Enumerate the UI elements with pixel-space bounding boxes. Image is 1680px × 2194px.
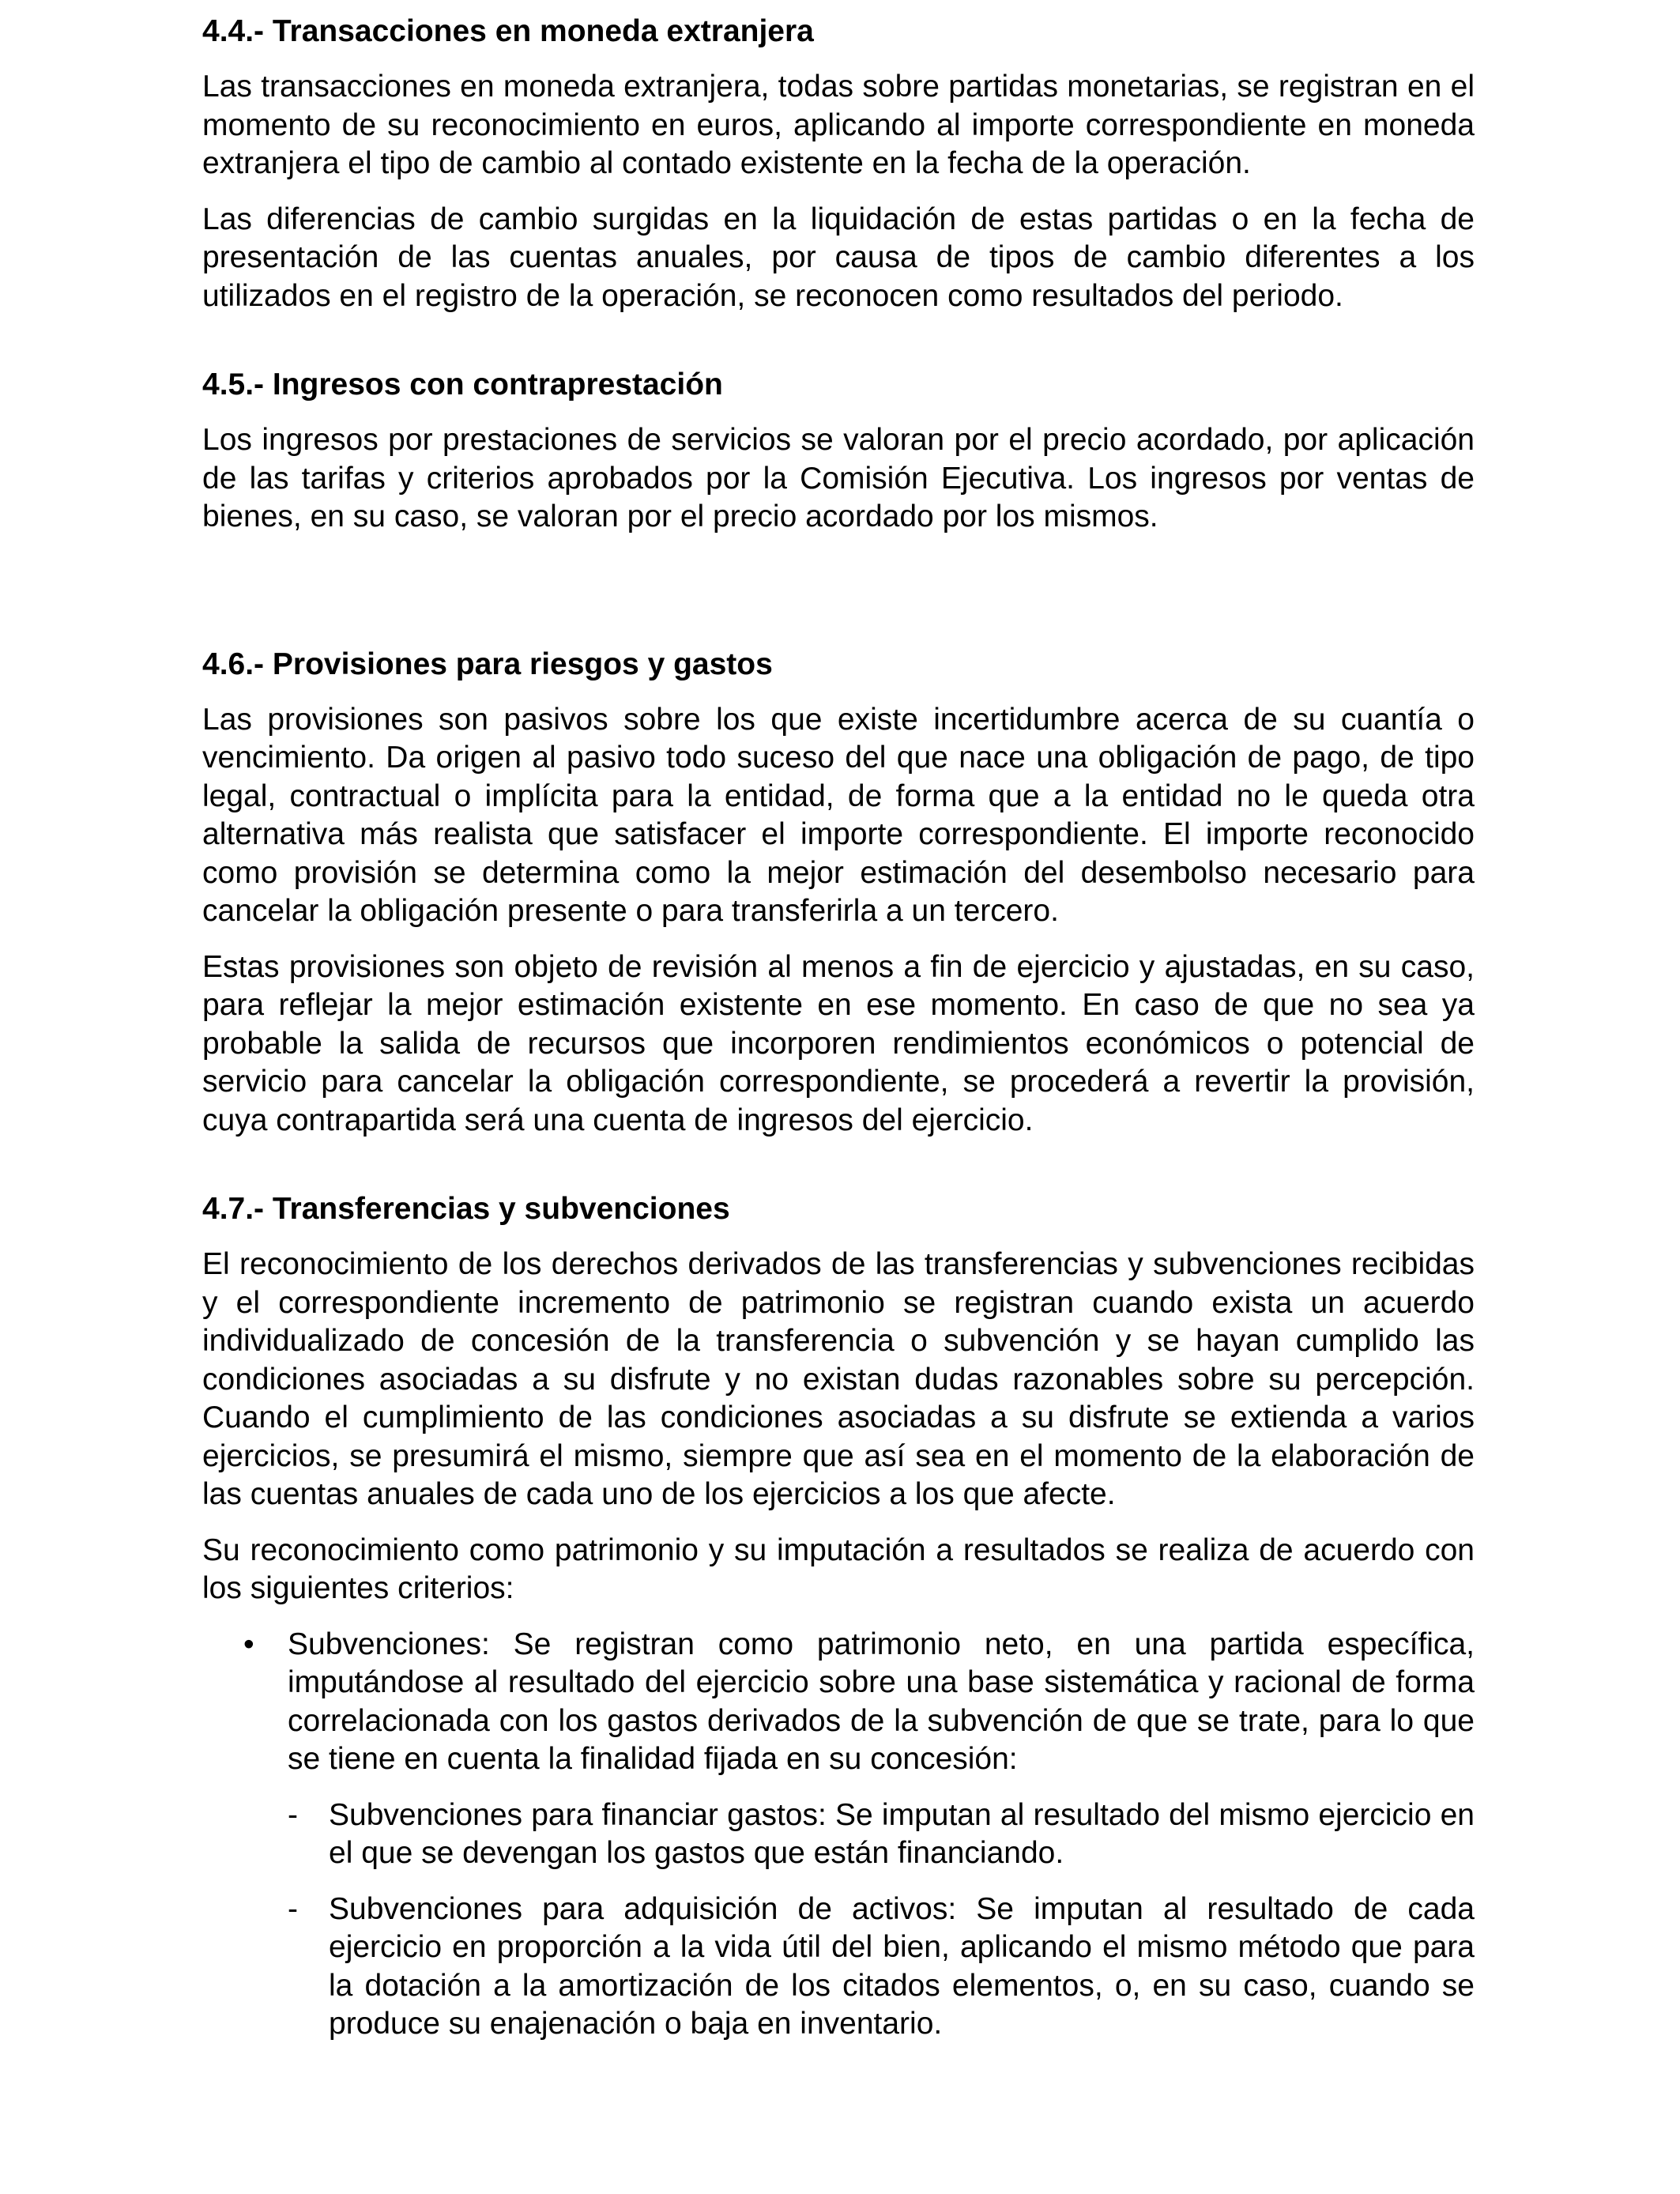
document-page [202, 11, 1475, 2044]
paragraph: Estas provisiones son objeto de revisión al menos a fin de ejercicio y ajustadas, en su caso, para reflejar la mejor estimación existente en ese momento. En caso de que no sea ya probable la salida de recursos que incorporen rendimientos económicos o potencial de servicio para cancelar la obligación correspondiente, se procederá a revertir la provisión, cuya contrapartida será una cuenta de ingresos del ejercicio. [202, 949, 1475, 1137]
dash-item [288, 1891, 1475, 2044]
section-4-5 [202, 364, 1475, 537]
section-4-7 [202, 1189, 1475, 2044]
section-heading: 4.5.- Ingresos con contraprestación [202, 368, 723, 401]
paragraph: Los ingresos por prestaciones de servicios se valoran por el precio acordado, por aplicación de las tarifas y criterios aprobados por la Comisión Ejecutiva. Los ingresos por ventas de bienes, en su caso, se valoran por el precio acordado por los mismos. [202, 423, 1475, 533]
bullet-text: Subvenciones: Se registran como patrimonio neto, en una partida específica, imputándose al resultado del ejercicio sobre una base sistemática y racional de forma correlacionada con los gastos derivados de la subvención de que se trate, para lo que se tiene en cuenta la finalidad fijada en su concesión: [288, 1627, 1475, 1776]
paragraph: Su reconocimiento como patrimonio y su imputación a resultados se realiza de acuerdo con los siguientes criterios: [202, 1532, 1475, 1605]
section-heading: 4.4.- Transacciones en moneda extranjera [202, 14, 814, 48]
bullet-icon: • [243, 1627, 254, 1661]
paragraph: Las provisiones son pasivos sobre los que existe incertidumbre acerca de su cuantía o vencimiento. Da origen al pasivo todo suceso del que nace una obligación de pago, de tipo legal, contractual o implícita para la entidad, de forma que a la entidad no le queda otra alternativa más realista que satisfacer el importe correspondiente. El importe reconocido como provisión se determina como la mejor estimación del desembolso necesario para cancelar la obligación presente o para transferirla a un tercero. [202, 702, 1475, 928]
section-heading: 4.7.- Transferencias y subvenciones [202, 1192, 730, 1226]
paragraph: El reconocimiento de los derechos derivados de las transferencias y subvenciones recibidas y el correspondiente incremento de patrimonio se registran cuando exista un acuerdo individualizado de concesión de la transferencia o subvención y se hayan cumplido las condiciones asociadas a su disfrute y no existan dudas razonables sobre su percepción. Cuando el cumplimiento de las condiciones asociadas a su disfrute se extienda a varios ejercicios, se presumirá el mismo, siempre que así sea en el momento de la elaboración de las cuentas anuales de cada uno de los ejercicios a los que afecte. [202, 1247, 1475, 1511]
section-heading: 4.6.- Provisiones para riesgos y gastos [202, 647, 773, 681]
dash-icon: - [288, 1891, 298, 1926]
dash-text: Subvenciones para financiar gastos: Se imputan al resultado del mismo ejercicio en el que se devengan los gastos que están financiando. [329, 1797, 1475, 1870]
section-4-4 [202, 11, 1475, 315]
dash-list [288, 1796, 1475, 2044]
dash-text: Subvenciones para adquisición de activos: Se imputan al resultado de cada ejercicio en proporción a la vida útil del bien, aplicando el mismo método que para la dotación a la amortización de los citados elementos, o, en su caso, cuando se produce su enajenación o baja en inventario. [329, 1891, 1475, 2041]
paragraph: Las diferencias de cambio surgidas en la liquidación de estas partidas o en la fecha de presentación de las cuentas anuales, por causa de tipos de cambio diferentes a los utilizados en el registro de la operación, se reconocen como resultados del periodo. [202, 202, 1475, 313]
paragraph: Las transacciones en moneda extranjera, todas sobre partidas monetarias, se registran en el momento de su reconocimiento en euros, aplicando al importe correspondiente en moneda extranjera el tipo de cambio al contado existente en la fecha de la operación. [202, 70, 1475, 180]
dash-item [288, 1796, 1475, 1873]
section-4-6 [202, 644, 1475, 1140]
bullet-list [202, 1626, 1475, 2044]
dash-icon: - [288, 1797, 298, 1832]
bullet-item [202, 1626, 1475, 2044]
